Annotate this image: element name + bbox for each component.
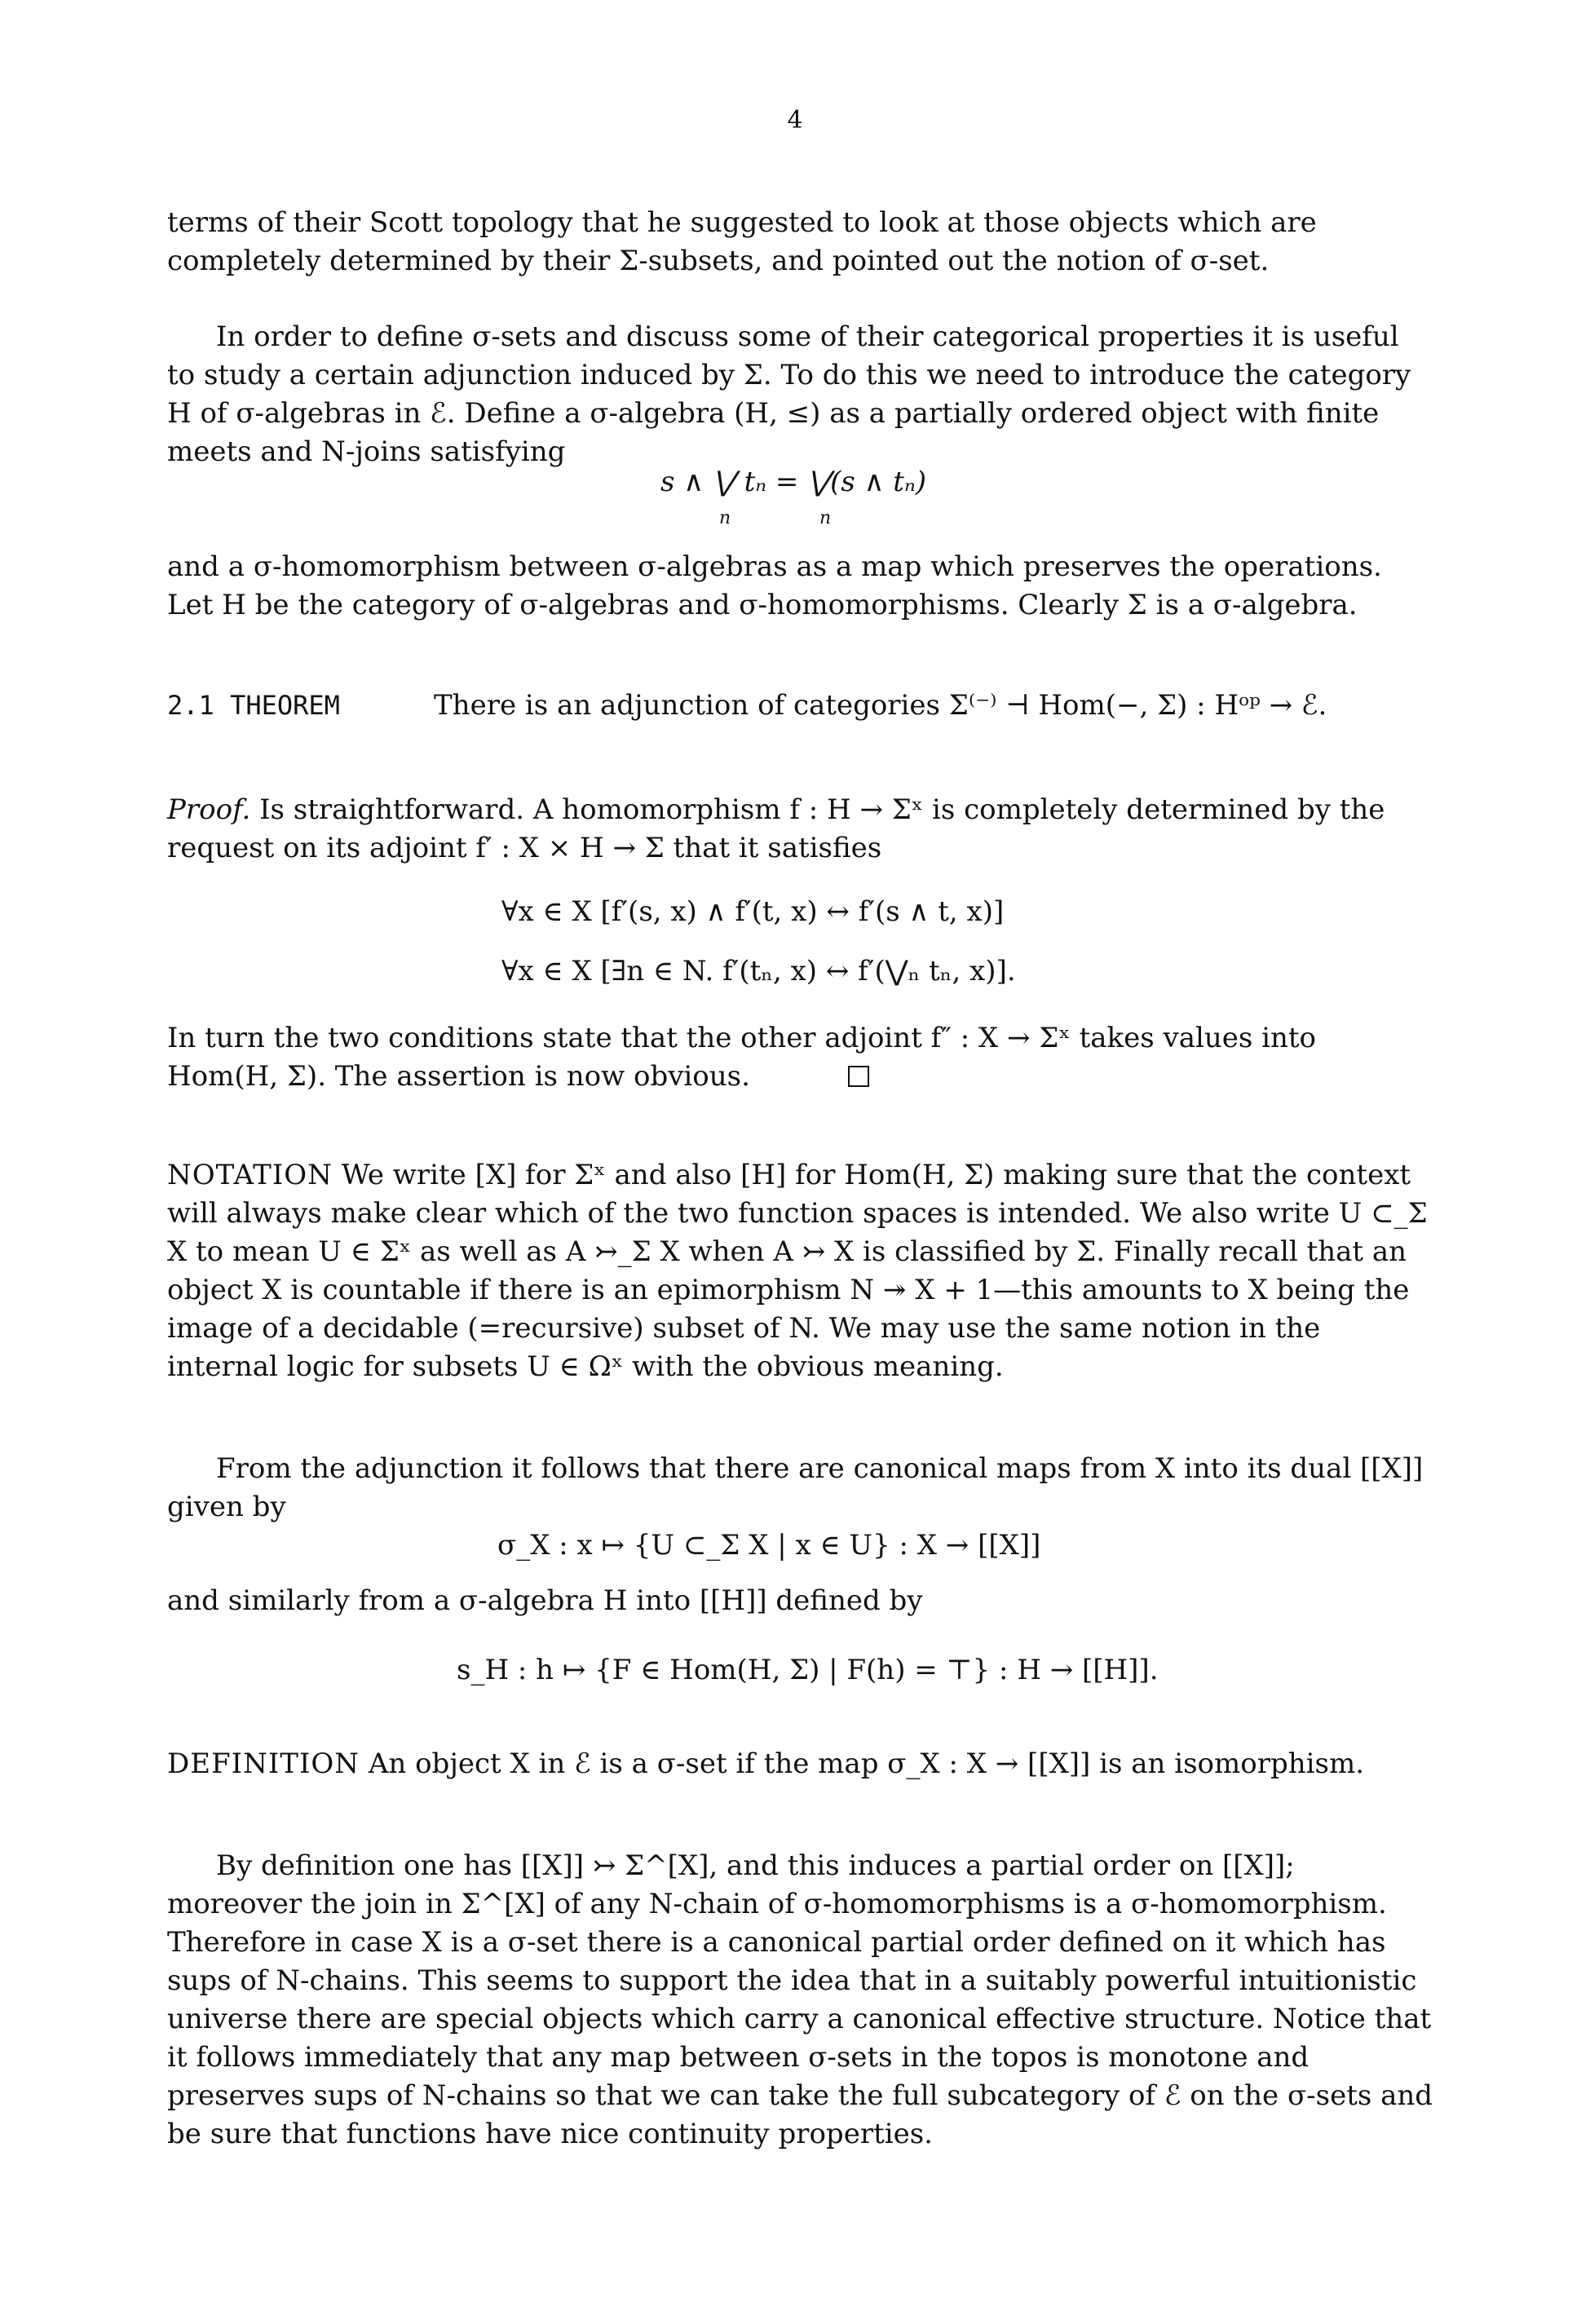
paragraph-4-text: In turn the two conditions state that the other adjoint f″ : X → Σˣ takes values into Hom(H, Σ). The assertion is now obvious. [167,1022,1317,1093]
proof-label: Proof. [167,793,251,826]
notation-text: We write [X] for Σˣ and also [H] for Hom(H, Σ) making sure that the context will always make clear which of the two function spaces is intended. We also write U ⊂_Σ X to mean U ∈ Σˣ as well as A ↣_Σ X when A ↣ X is classified by Σ. Finally recall that an object X is countable if there is an epimorphism N ↠ X + 1—this amounts to X being the image of a decidable (=recursive) subset of N. We may use the same notion in the internal logic for subsets U ∈ Ωˣ with the obvious meaning. [167,1159,1428,1383]
equation-3: σ_X : x ↦ {U ⊂_Σ X | x ∈ U} : X → [[X]] [497,1529,1041,1562]
theorem-text: There is an adjunction of categories Σ⁽⁻⁾ ⊣ Hom(−, Σ) : Hᵒᵖ → ℰ. [434,689,1327,722]
equation-2-line-1: ∀x ∈ X [f′(s, x) ∧ f′(t, x) ↔ f′(s ∧ t, x)] [501,895,1005,928]
theorem-label: 2.1 THEOREM [167,690,340,721]
definition [167,1745,1435,1783]
paragraph-3: and a σ-homomorphism between σ-algebras as a map which preserves the operations. Let H be the category of σ-algebras and σ-homomorphisms. Clearly Σ is a σ-algebra. [167,550,1382,621]
equation-1: s ∧ ⋁ tₙ = ⋁(s ∧ tₙ) [660,466,927,498]
proof [167,791,1435,868]
proof-text: Is straightforward. A homomorphism f : H → Σˣ is completely determined by the request on its adjoint f′ : X × H → Σ that it satisfies [167,793,1385,864]
notation [167,1156,1435,1386]
equation-1-sub-left: n [719,508,731,528]
equation-2-line-2: ∀x ∈ X [∃n ∈ N. f′(tₙ, x) ↔ f′(⋁ₙ tₙ, x)]. [501,955,1016,987]
page-number: 4 [787,106,803,135]
paragraph-2: In order to define σ-sets and discuss some of their categorical properties it is useful to study a certain adjunction induced by Σ. To do this we need to introduce the category H of σ-algebras in ℰ. Define a σ-algebra (H, ≤) as a partially ordered object with finite meets and N-joins satisfying [167,320,1411,468]
paragraph-4 [167,1019,1435,1096]
paragraph-5: From the adjunction it follows that there are canonical maps from X into its dual [[X]] given by [167,1452,1424,1523]
definition-text: An object X in ℰ is a σ-set if the map σ_X : X → [[X]] is an isomorphism. [368,1747,1365,1780]
qed-symbol [848,1066,869,1087]
definition-label: DEFINITION [167,1747,360,1780]
equation-1-sub-right: n [819,508,832,528]
paragraph-1: terms of their Scott topology that he suggested to look at those objects which are completely determined by their Σ-subsets, and pointed out the notion of σ-set. [167,206,1317,277]
notation-label: NOTATION [167,1159,333,1191]
paragraph-6: and similarly from a σ-algebra H into [[H]] defined by [167,1584,923,1617]
equation-4: s_H : h ↦ {F ∈ Hom(H, Σ) | F(h) = ⊤} : H → [[H]]. [457,1654,1159,1686]
paragraph-7: By definition one has [[X]] ↣ Σ^[X], and this induces a partial order on [[X]]; moreover the join in Σ^[X] of any N-chain of σ-homomorphisms is a σ-homomorphism. Therefore in case X is a σ-set there is a canonical partial order defined on it which has sups of N-chains. This seems to support the idea that in a suitably powerful intuitionistic universe there are special objects which carry a canonical effective structure. Notice that it follows immediately that any map between σ-sets in the topos is monotone and preserves sups of N-chains so that we can take the full subcategory of ℰ on the σ-sets and be sure that functions have nice continuity properties. [167,1849,1433,2150]
